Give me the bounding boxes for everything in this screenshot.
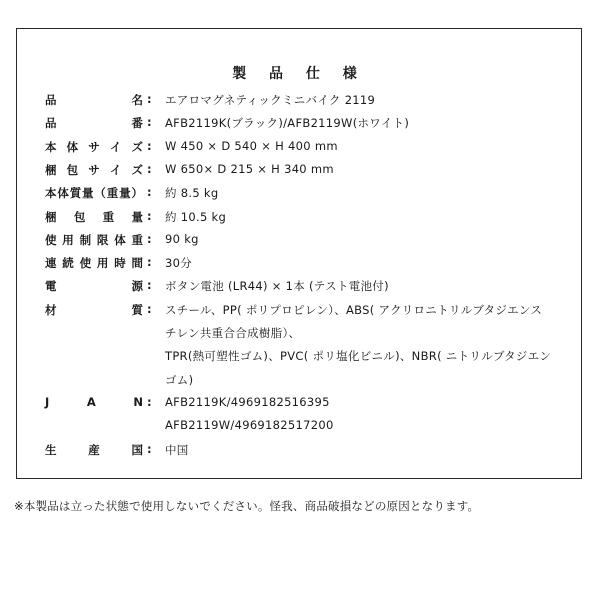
spec-value: チレン共重合合成樹脂）、 <box>165 325 301 340</box>
spec-label <box>45 209 143 225</box>
spec-label <box>45 115 143 131</box>
spec-label-char: ズ <box>131 139 143 154</box>
spec-label-char: 用 <box>62 232 74 247</box>
spec-label-char: 電 <box>45 279 57 294</box>
spec-label-char: 連 <box>45 256 57 271</box>
spec-label-char: 限 <box>96 232 109 247</box>
spec-label-char: 間 <box>131 256 143 271</box>
spec-label-char: 梱 <box>45 162 57 177</box>
spec-value: W 450 × D 540 × H 400 mm <box>165 138 338 153</box>
spec-value: W 650× D 215 × H 340 mm <box>165 161 334 176</box>
spec-colon: : <box>147 185 152 200</box>
spec-label-char: 質 <box>131 302 143 317</box>
spec-label-char: 量 <box>119 186 131 201</box>
spec-label-char: 使 <box>79 256 92 271</box>
spec-row <box>17 209 581 231</box>
spec-label <box>45 442 143 458</box>
spec-label-char: ズ <box>131 162 143 177</box>
spec-label-char: 材 <box>45 302 57 317</box>
spec-value: ボタン電池 (LR44) × 1本 (テスト電池付) <box>165 279 389 294</box>
spec-colon: : <box>147 115 152 130</box>
spec-label-char: 包 <box>66 162 79 177</box>
spec-label-char: 制 <box>79 232 92 247</box>
spec-colon: : <box>147 92 152 106</box>
spec-row <box>17 232 581 254</box>
spec-label-char: 重 <box>131 232 143 247</box>
spec-label <box>45 232 143 248</box>
spec-label-char: 用 <box>96 256 109 271</box>
spec-label <box>45 92 143 108</box>
spec-colon: : <box>147 278 152 293</box>
spec-label-char: 量 <box>82 186 94 201</box>
spec-label-char: 体 <box>57 186 69 201</box>
spec-label-char: 品 <box>45 93 57 107</box>
spec-label <box>45 185 143 201</box>
spec-colon: : <box>147 441 152 456</box>
spec-colon: : <box>147 301 152 316</box>
spec-label <box>45 139 143 155</box>
spec-row <box>17 442 581 464</box>
spec-label-char: A <box>86 394 96 409</box>
spec-value: AFB2119W/4969182517200 <box>165 418 334 433</box>
spec-label <box>45 302 143 318</box>
spec-colon: : <box>147 208 152 223</box>
spec-label-char: ） <box>131 186 143 201</box>
spec-value: TPR(熱可塑性ゴム)、PVC( ポリ塩化ビニル)、NBR( ニトリルブタジエン <box>165 349 552 364</box>
spec-label-char: 源 <box>131 279 143 294</box>
spec-row <box>17 139 581 161</box>
spec-label-char: 体 <box>114 232 126 247</box>
usage-note: ※本製品は立った状態で使用しないでください。怪我、商品破損などの原因となります。 <box>14 499 480 513</box>
spec-value: スチール、PP( ポリプロピレン）、ABS( アクリロニトリルブタジエンス <box>165 302 543 317</box>
spec-row <box>17 162 581 184</box>
spec-row <box>17 278 581 300</box>
spec-label-char: イ <box>109 162 122 177</box>
spec-row <box>17 115 581 137</box>
spec-label-char: （ <box>94 186 106 201</box>
spec-label-char: 国 <box>131 442 143 457</box>
spec-title: 製 品 仕 様 <box>232 66 366 82</box>
spec-value: 90 kg <box>165 231 199 246</box>
spec-label <box>45 255 143 271</box>
spec-colon: : <box>147 255 152 270</box>
spec-label-char: サ <box>88 162 100 177</box>
spec-value: 約 8.5 kg <box>165 186 219 201</box>
spec-value: 中国 <box>165 442 189 457</box>
spec-value: ゴム) <box>165 372 194 387</box>
spec-colon: : <box>147 231 152 246</box>
spec-label-char: 生 <box>45 442 57 457</box>
spec-value: AFB2119K(ブラック)/AFB2119W(ホワイト) <box>165 116 410 131</box>
spec-label-char: 体 <box>66 139 79 154</box>
spec-label-char: 本 <box>45 186 57 201</box>
spec-label-char: イ <box>109 139 122 154</box>
spec-table-frame <box>16 28 582 479</box>
spec-label-char: 重 <box>102 209 115 224</box>
spec-label-char: 続 <box>62 256 74 271</box>
spec-value: 30分 <box>165 256 193 271</box>
spec-label <box>45 278 143 294</box>
spec-label-char: 包 <box>73 209 86 224</box>
spec-colon: : <box>147 161 152 176</box>
spec-label-char: 質 <box>69 186 82 201</box>
spec-colon: : <box>147 138 152 153</box>
spec-label-char: 重 <box>106 186 119 201</box>
spec-value: AFB2119K/4969182516395 <box>165 394 330 409</box>
spec-label-char: 量 <box>131 209 143 224</box>
spec-label-char: 梱 <box>45 209 57 224</box>
spec-row <box>17 301 581 387</box>
spec-label <box>45 162 143 178</box>
spec-label-char: 産 <box>88 442 100 457</box>
spec-row <box>17 255 581 277</box>
spec-label-char: N <box>133 394 143 409</box>
spec-colon: : <box>147 394 152 409</box>
spec-label-char: 使 <box>45 232 57 247</box>
spec-label-char: 品 <box>45 116 57 131</box>
spec-value: エアロマグネティックミニバイク 2119 <box>165 93 376 107</box>
spec-label-char: J <box>45 394 50 409</box>
spec-label <box>45 395 143 409</box>
spec-label-char: 名 <box>131 93 143 107</box>
spec-label-char: サ <box>88 139 100 154</box>
spec-label-char: 時 <box>114 256 126 271</box>
spec-row <box>17 92 581 114</box>
spec-label-char: 本 <box>45 139 57 154</box>
spec-row <box>17 185 581 207</box>
spec-label-char: 番 <box>131 116 143 131</box>
spec-value: 約 10.5 kg <box>165 209 227 224</box>
spec-row <box>17 394 581 433</box>
